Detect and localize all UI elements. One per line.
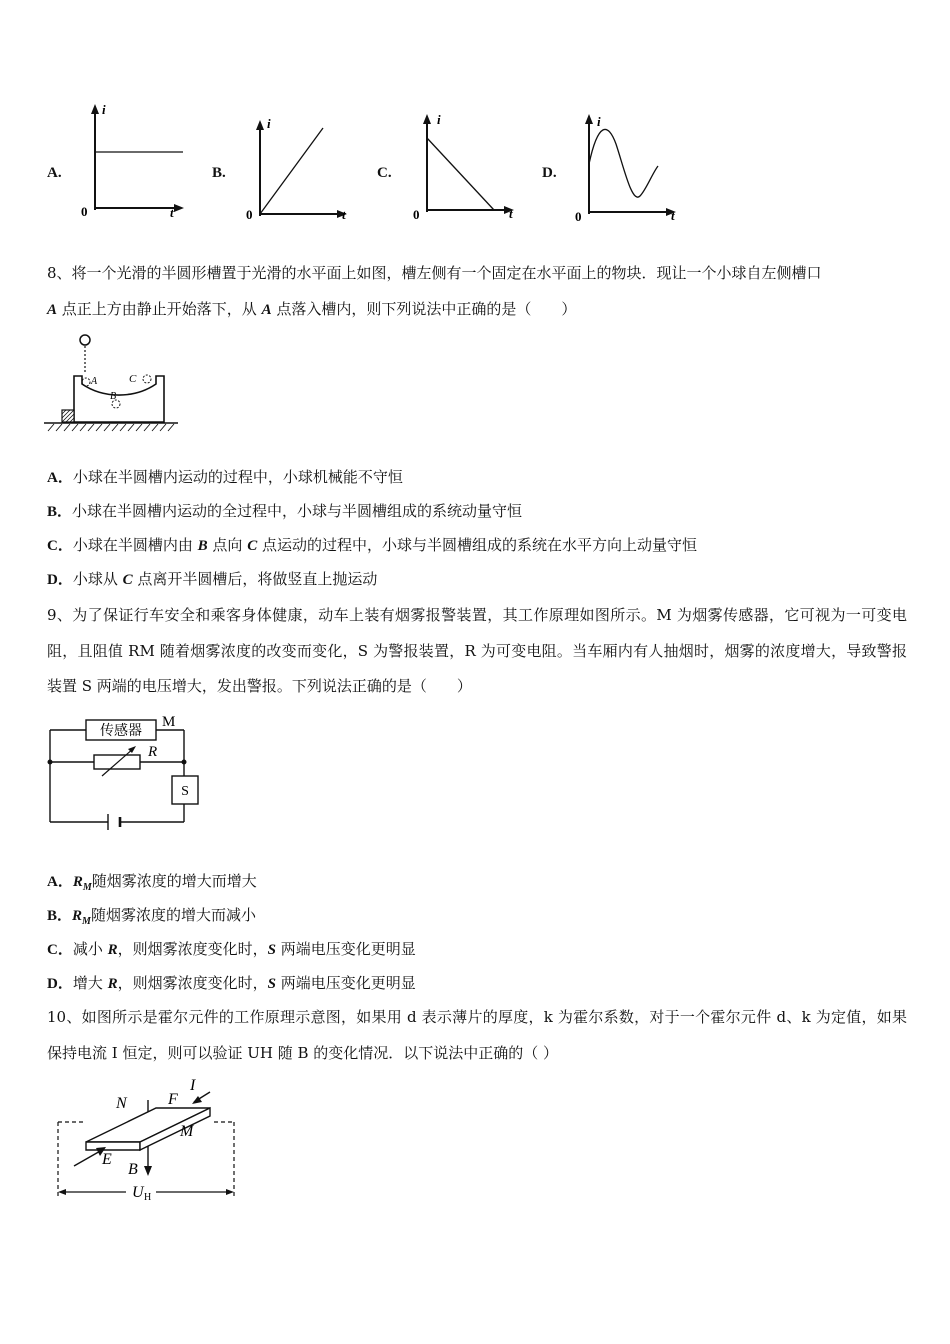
q9-option-a[interactable]: A．$R_M$随烟雾浓度的增大而增大 bbox=[47, 872, 257, 893]
q7-graph-d bbox=[572, 108, 687, 224]
q8-option-c[interactable]: C．小球在半圆槽内由 B 点向 C 点运动的过程中，小球与半圆槽组成的系统在水平方向上动量守恒 bbox=[47, 536, 697, 554]
variable-resistor bbox=[94, 755, 140, 769]
svg-text:0: 0 bbox=[413, 207, 420, 222]
q8-option-a[interactable]: A．小球在半圆槽内运动的过程中，小球机械能不守恒 bbox=[47, 468, 403, 486]
q8-option-d[interactable]: D．小球从 C 点离开半圆槽后，将做竖直上抛运动 bbox=[47, 570, 378, 588]
q8-var-a2: A bbox=[261, 301, 272, 318]
svg-text:B: B bbox=[128, 1161, 138, 1178]
svg-text:0: 0 bbox=[246, 207, 253, 222]
q10-hall-figure bbox=[46, 1072, 242, 1206]
svg-text:i: i bbox=[267, 116, 271, 131]
q7-graph-a bbox=[78, 100, 193, 222]
svg-text:M: M bbox=[180, 1123, 194, 1140]
q7-option-b-label: B. bbox=[212, 165, 226, 181]
svg-text:I: I bbox=[190, 1077, 196, 1094]
svg-text:传感器: 传感器 bbox=[100, 724, 142, 739]
svg-text:H: H bbox=[144, 1192, 152, 1203]
q9-number: 9、 bbox=[47, 606, 73, 624]
svg-text:C: C bbox=[129, 373, 137, 385]
svg-text:A: A bbox=[91, 376, 98, 387]
q8-stem: 8、将一个光滑的半圆形槽置于光滑的水平面上如图，槽左侧有一个固定在水平面上的物块．现让一个小球自左侧槽口 A 点正上方由静止开始落下，从 A 点落入槽内，则下列说法中正确的是（ ） bbox=[47, 264, 822, 318]
q7-graph-b bbox=[243, 112, 358, 224]
origin-label: 0 bbox=[81, 204, 88, 219]
q7-graph-c bbox=[410, 108, 525, 224]
svg-text:t: t bbox=[509, 206, 513, 221]
x-arrow bbox=[174, 204, 184, 212]
svg-text:E: E bbox=[102, 1151, 112, 1168]
svg-text:N: N bbox=[116, 1095, 127, 1112]
svg-text:M: M bbox=[162, 714, 176, 730]
semicircular-trough bbox=[74, 376, 164, 422]
q7-option-d-label: D. bbox=[542, 165, 557, 181]
q8-number: 8、 bbox=[47, 264, 72, 282]
q8-var-a1: A bbox=[47, 301, 58, 318]
q9-option-d[interactable]: D．增大 R，则烟雾浓度变化时，S 两端电压变化更明显 bbox=[47, 974, 416, 992]
svg-text:i: i bbox=[597, 114, 601, 129]
svg-text:t: t bbox=[671, 208, 675, 223]
svg-text:B: B bbox=[110, 391, 117, 402]
q9-stem-text: 为了保证行车安全和乘客身体健康，动车上装有烟雾报警装置，其工作原理如图所示。M 为烟雾传感器，它可视为一可变电阻，且阻值 RM 随着烟雾浓度的改变而变化，S 为警报装置，R 为可变电阻。当车厢内有人抽烟时，烟雾的浓度增大，导致警报装置 S 两端的电压增大，发出警报。下列说法正确的是（ ） bbox=[47, 606, 908, 695]
q10-stem bbox=[47, 1000, 907, 1071]
svg-text:F: F bbox=[168, 1091, 178, 1108]
y-label: i bbox=[102, 102, 106, 117]
q8-figure bbox=[44, 332, 184, 434]
x-label: t bbox=[170, 205, 174, 220]
curve-increase bbox=[260, 128, 323, 214]
q7-option-c-label: C. bbox=[377, 165, 392, 181]
svg-text:R: R bbox=[148, 744, 158, 760]
ball bbox=[80, 335, 90, 345]
svg-text:S: S bbox=[181, 784, 189, 799]
q8-option-b[interactable]: B．小球在半圆槽内运动的全过程中，小球与半圆槽组成的系统动量守恒 bbox=[47, 502, 523, 520]
q9-circuit bbox=[44, 708, 210, 834]
q10-number: 10、 bbox=[47, 1008, 82, 1026]
svg-text:U: U bbox=[132, 1184, 144, 1201]
q9-option-c[interactable]: C．减小 R，则烟雾浓度变化时，S 两端电压变化更明显 bbox=[47, 940, 416, 958]
svg-text:i: i bbox=[437, 112, 441, 127]
y-arrow bbox=[91, 104, 99, 114]
curve-decrease bbox=[427, 138, 494, 210]
q9-stem bbox=[47, 598, 907, 705]
svg-text:0: 0 bbox=[575, 209, 582, 224]
svg-text:t: t bbox=[342, 207, 346, 222]
q7-option-a-label: A. bbox=[47, 165, 62, 181]
q10-stem-text: 如图所示是霍尔元件的工作原理示意图，如果用 d 表示薄片的厚度，k 为霍尔系数，对于一个霍尔元件 d、k 为定值，如果保持电流 I 恒定，则可以验证 UH 随 B 的变化情况．以下说法中正确的（ ） bbox=[47, 1008, 907, 1062]
curve-sine bbox=[589, 129, 658, 197]
q8-stem-line1: 将一个光滑的半圆形槽置于光滑的水平面上如图，槽左侧有一个固定在水平面上的物块．现让一个小球自左侧槽口 bbox=[71, 264, 822, 282]
q9-option-b[interactable]: B．$R_M$随烟雾浓度的增大而减小 bbox=[47, 906, 256, 927]
